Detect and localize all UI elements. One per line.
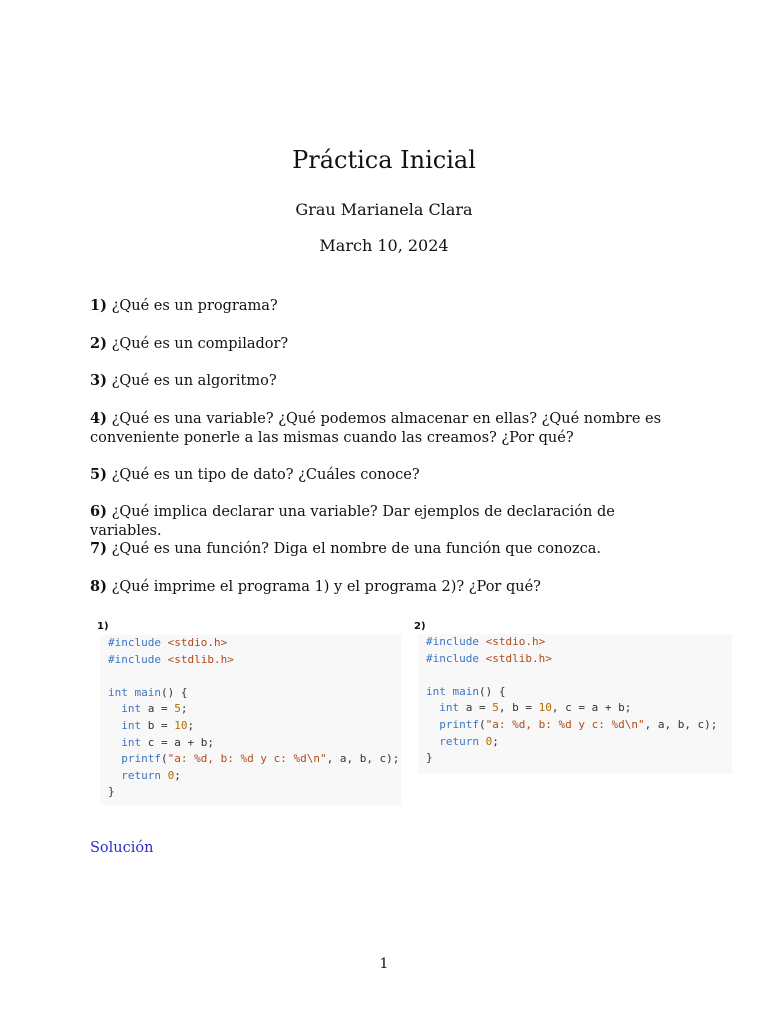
question-text: ¿Qué es un programa? [111, 298, 278, 314]
program-1-code [100, 635, 401, 805]
code-line: } [108, 785, 115, 799]
code-line: printf("a: %d, b: %d y c: %d\n", a, b, c); [121, 752, 400, 766]
question-2 [90, 334, 690, 354]
question-number: 4) [90, 410, 107, 427]
author: Grau Marianela Clara [295, 200, 473, 219]
question-text: ¿Qué implica declarar una variable? Dar ejemplos de declaración de variables. [90, 504, 615, 539]
question-text: ¿Qué es una función? Diga el nombre de una función que conozca. [111, 541, 602, 557]
code-line: return 0; [439, 734, 499, 748]
page-title: Práctica Inicial [292, 146, 476, 174]
question-4 [90, 409, 690, 448]
code-line: printf("a: %d, b: %d y c: %d\n", a, b, c); [439, 717, 718, 731]
question-1 [90, 296, 690, 316]
question-3 [90, 371, 690, 391]
question-number: 5) [90, 466, 107, 483]
code-line: int a = 5; [121, 702, 188, 716]
question-8 [90, 577, 690, 597]
code-line: int main() { [108, 685, 188, 699]
program-2-label: 2) [414, 621, 426, 632]
question-number: 3) [90, 372, 107, 389]
question-number: 1) [90, 297, 107, 314]
code-line: int main() { [426, 684, 506, 698]
code-line: #include <stdlib.h> [426, 651, 552, 665]
question-number: 2) [90, 335, 107, 352]
page-number: 1 [379, 956, 389, 972]
question-7 [90, 539, 690, 559]
question-text: ¿Qué imprime el programa 1) y el programa 2)? ¿Por qué? [111, 579, 541, 595]
question-number: 6) [90, 503, 107, 520]
question-number: 7) [90, 540, 107, 557]
question-5 [90, 465, 690, 485]
date: March 10, 2024 [319, 236, 449, 255]
question-text: ¿Qué es un tipo de dato? ¿Cuáles conoce? [111, 467, 420, 483]
program-1-label: 1) [97, 621, 109, 632]
code-line: #include <stdio.h> [426, 635, 546, 648]
code-line: int a = 5, b = 10, c = a + b; [439, 701, 632, 715]
solution-link[interactable]: Solución [90, 840, 154, 856]
question-text: ¿Qué es un algoritmo? [111, 373, 277, 389]
code-line: return 0; [121, 768, 181, 782]
question-text: ¿Qué es una variable? ¿Qué podemos almacenar en ellas? ¿Qué nombre es conveniente ponerle a las mismas cuando las creamos? ¿Por qué? [90, 411, 662, 446]
code-line: int c = a + b; [121, 735, 214, 749]
question-6 [90, 502, 690, 541]
program-2-code [418, 634, 732, 774]
question-text: ¿Qué es un compilador? [111, 336, 289, 352]
question-number: 8) [90, 578, 107, 595]
code-line: int b = 10; [121, 718, 195, 732]
code-line: } [426, 751, 433, 765]
code-line: #include <stdlib.h> [108, 652, 234, 666]
code-line: #include <stdio.h> [108, 636, 228, 649]
